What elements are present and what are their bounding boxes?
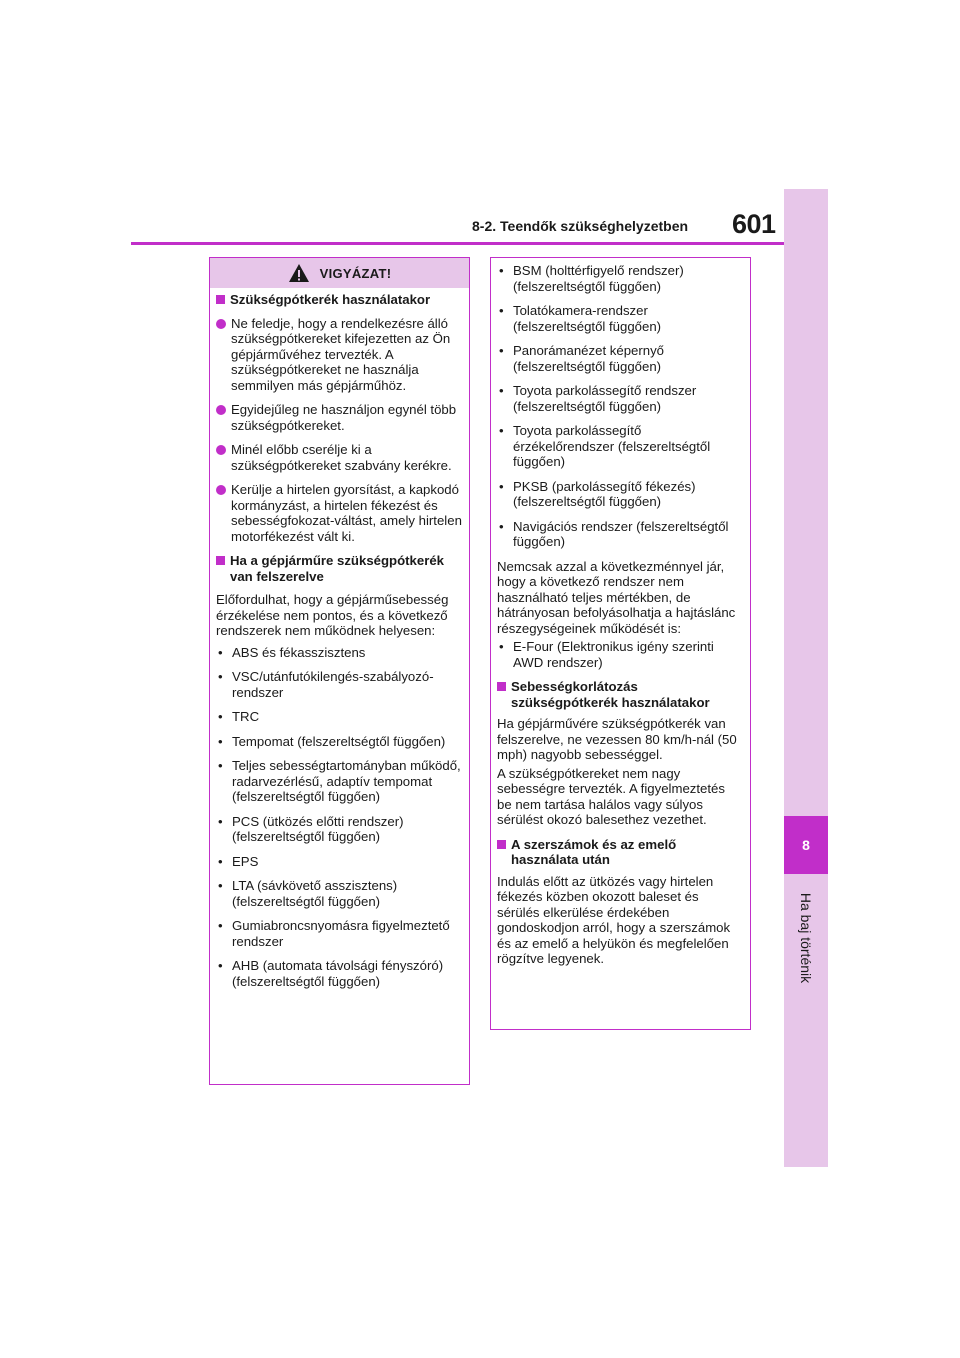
square-bullet-icon	[497, 682, 506, 691]
bullet-mark: •	[499, 423, 504, 438]
list-item	[216, 645, 462, 661]
dot-item	[216, 402, 462, 433]
dot-bullet-icon	[216, 319, 226, 329]
list-item-text: EPS	[232, 853, 259, 869]
bullet-mark: •	[218, 709, 223, 724]
paragraph: Indulás előtt az ütközés vagy hirtelen fékezés közben okozott baleset és sérülés elkerülése érdekében gondoskodjon arról, hogy a szerszámok és az emelő a helyükön és megfelelően rögzítve legyenek.	[497, 873, 731, 966]
section-heading	[497, 837, 743, 868]
bullet-mark: •	[218, 878, 223, 893]
dot-item	[216, 482, 462, 544]
list-item-text: ABS és fékasszisztens	[232, 644, 366, 660]
dot-item	[216, 442, 462, 473]
list-item-text: Toyota parkolássegítő érzékelőrendszer (felszereltségtől függően)	[513, 423, 711, 469]
caution-content	[210, 288, 469, 989]
list-item	[497, 479, 743, 510]
list-item-text: Teljes sebességtartományban működő, radarvezérlésű, adaptív tempomat (felszereltségtől függően)	[232, 758, 461, 804]
paragraph: Nemcsak azzal a következménnyel jár, hogy a következő rendszer nem használható teljes mértékben, de hátrányosan befolyásolhatja a hajtáslánc részegységeinek működését is:	[497, 558, 736, 636]
section-heading-text: Szükségpótkerék használatakor	[230, 292, 431, 307]
section-heading-text: A szerszámok és az emelő használata után	[511, 836, 677, 867]
list-item-text: PKSB (parkolássegítő fékezés) (felszereltségtől függően)	[513, 478, 696, 509]
caution-box-continued	[490, 257, 751, 1030]
list-item	[497, 263, 743, 294]
bullet-mark: •	[218, 669, 223, 684]
list-item-text: E-Four (Elektronikus igény szerinti AWD rendszer)	[513, 639, 714, 670]
header-rule	[131, 242, 784, 245]
list-item-text: Gumiabroncsnyomásra figyelmeztető rendszer	[232, 918, 450, 949]
list-item	[216, 758, 462, 805]
dot-item	[216, 316, 462, 394]
paragraph: Előfordulhat, hogy a gépjárműsebesség érzékelése nem pontos, és a következő rendszerek nem működnek helyesen:	[216, 592, 449, 638]
section-heading	[216, 292, 462, 308]
caution-label: VIGYÁZAT!	[319, 265, 392, 281]
list-item	[216, 709, 462, 725]
bullet-mark: •	[218, 918, 223, 933]
bullet-mark: •	[499, 639, 504, 654]
dot-item-text: Egyidejűleg ne használjon egynél több szükségpótkereket.	[231, 402, 457, 433]
section-heading	[216, 553, 462, 584]
bullet-mark: •	[499, 303, 504, 318]
list-item-text: Toyota parkolássegítő rendszer (felszereltségtől függően)	[513, 383, 697, 414]
square-bullet-icon	[216, 295, 225, 304]
dot-bullet-icon	[216, 405, 226, 415]
bullet-mark: •	[499, 263, 504, 278]
list-item-text: LTA (sávkövető asszisztens) (felszereltségtől függően)	[232, 878, 398, 909]
bullet-mark: •	[218, 853, 223, 869]
bullet-mark: •	[218, 958, 223, 973]
list-item	[497, 423, 743, 470]
paragraph: A szükségpótkereket nem nagy sebességre tervezték. A figyelmeztetés be nem tartása halálos vagy súlyos sérülést okozó balesethez vezethet.	[497, 765, 725, 827]
bullet-mark: •	[499, 518, 504, 534]
bullet-mark: •	[218, 813, 223, 829]
dot-bullet-icon	[216, 485, 226, 495]
caution-box	[209, 257, 470, 1085]
list-item	[216, 958, 462, 989]
list-item	[216, 878, 462, 909]
caution-header	[210, 258, 469, 288]
section-heading	[497, 679, 743, 710]
chapter-side-tab	[784, 189, 828, 1167]
paragraph: Ha gépjárművére szükségpótkerék van felszerelve, ne vezessen 80 km/h-nál (50 mph) nagyobb sebességgel.	[497, 716, 737, 762]
section-title: 8-2. Teendők szükséghelyzetben	[472, 218, 689, 234]
chapter-title: Ha baj történik	[798, 892, 814, 984]
list-item	[497, 519, 743, 550]
warning-triangle-icon	[288, 263, 310, 283]
list-item-text: VSC/utánfutókilengés-szabályozó-rendszer	[232, 669, 434, 700]
list-item	[216, 918, 462, 949]
list-item-text: Navigációs rendszer (felszereltségtől függően)	[513, 518, 729, 549]
bullet-mark: •	[499, 478, 504, 494]
bullet-mark: •	[499, 383, 504, 398]
list-item	[497, 343, 743, 374]
list-item-text: AHB (automata távolsági fényszóró) (felszereltségtől függően)	[232, 958, 444, 989]
list-item-text: Tolatókamera-rendszer (felszereltségtől függően)	[513, 303, 662, 334]
list-item-text: TRC	[232, 709, 260, 724]
section-heading-text: Sebességkorlátozás szükségpótkerék használatakor	[511, 679, 710, 710]
bullet-mark: •	[218, 644, 223, 660]
list-item	[216, 854, 462, 870]
square-bullet-icon	[216, 556, 225, 565]
list-item-text: BSM (holttérfigyelő rendszer) (felszereltségtől függően)	[513, 263, 684, 294]
list-item	[216, 734, 462, 750]
bullet-mark: •	[499, 343, 504, 358]
dot-bullet-icon	[216, 445, 226, 455]
caution-content-continued	[491, 258, 750, 967]
list-item-text: PCS (ütközés előtti rendszer) (felszereltségtől függően)	[232, 813, 404, 844]
dot-item-text: Minél előbb cserélje ki a szükségpótkereket szabvány kerékre.	[231, 442, 452, 473]
bullet-mark: •	[218, 758, 223, 773]
dot-item-text: Kerülje a hirtelen gyorsítást, a kapkodó kormányzást, a hirtelen fékezést és sebességfokozat-váltást, amely hirtelen motorfékezést vált ki.	[231, 482, 462, 544]
list-item	[216, 669, 462, 700]
list-item	[497, 639, 743, 670]
section-heading-text: Ha a gépjárműre szükségpótkerék van felszerelve	[230, 553, 445, 584]
dot-item-text: Ne feledje, hogy a rendelkezésre álló szükségpótkereket kifejezetten az Ön gépjárművéhez tervezték. A szükségpótkereket ne használja semmilyen más gépjárműhöz.	[231, 315, 451, 393]
bullet-mark: •	[218, 733, 223, 749]
list-item-text: Panorámanézet képernyő (felszereltségtől függően)	[513, 343, 665, 374]
list-item	[497, 383, 743, 414]
page-number: 601	[732, 209, 776, 239]
list-item-text: Tempomat (felszereltségtől függően)	[232, 733, 446, 749]
square-bullet-icon	[497, 840, 506, 849]
chapter-number: 8	[784, 816, 828, 874]
list-item	[216, 814, 462, 845]
list-item	[497, 303, 743, 334]
